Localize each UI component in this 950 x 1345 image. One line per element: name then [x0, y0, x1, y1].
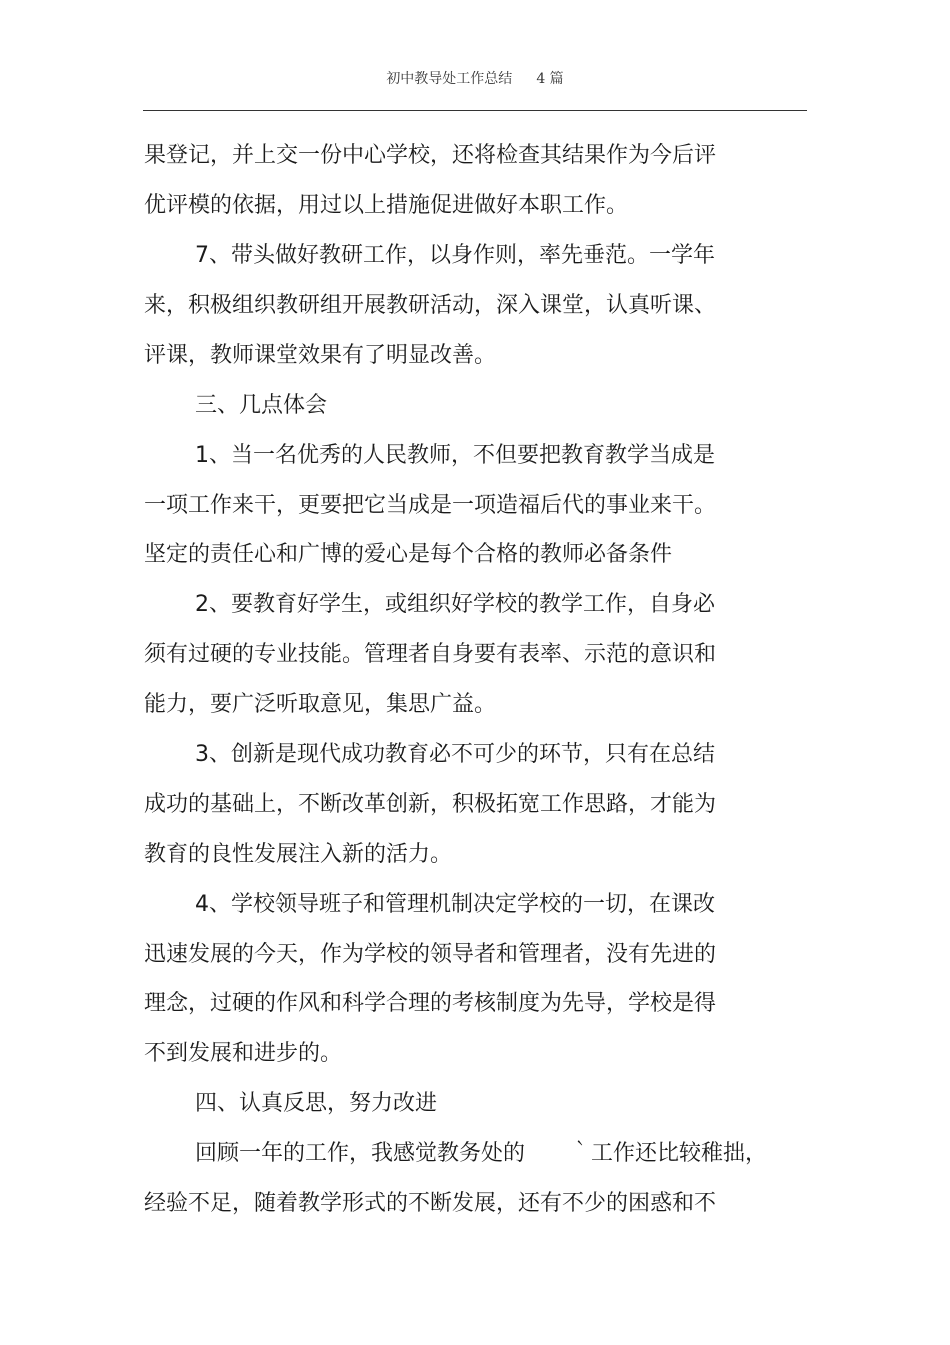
- section-heading: 三、几点体会: [195, 393, 328, 418]
- section-heading: 四、认真反思，努力改进: [195, 1091, 438, 1116]
- text-line: 1、当一名优秀的人民教师，不但要把教育教学当成是: [195, 443, 715, 468]
- text-line: 回顾一年的工作，我感觉教务处的 ｀工作还比较稚拙，: [195, 1141, 768, 1166]
- text-line: 不到发展和进步的。: [144, 1041, 343, 1066]
- text-line: 教育的良性发展注入新的活力。: [144, 842, 453, 867]
- text-line: 3、创新是现代成功教育必不可少的环节，只有在总结: [195, 742, 715, 767]
- text-line: 一项工作来干，更要把它当成是一项造福后代的事业来干。: [144, 493, 717, 518]
- header-suffix: 4 篇: [536, 71, 564, 87]
- text-line: 优评模的依据，用过以上措施促进做好本职工作。: [144, 193, 629, 218]
- text-line: 理念，过硬的作风和科学合理的考核制度为先导，学校是得: [144, 991, 717, 1016]
- text-line: 7、带头做好教研工作，以身作则，率先垂范。一学年: [195, 243, 715, 268]
- text-line: 4、学校领导班子和管理机制决定学校的一切，在课改: [195, 892, 715, 917]
- text-line: 经验不足，随着教学形式的不断发展，还有不少的困惑和不: [144, 1191, 717, 1216]
- text-line: 果登记，并上交一份中心学校，还将检查其结果作为今后评: [144, 143, 717, 168]
- text-line: 迅速发展的今天，作为学校的领导者和管理者，没有先进的: [144, 942, 717, 967]
- header-title: 初中教导处工作总结: [386, 71, 513, 87]
- text-line: 成功的基础上，不断改革创新，积极拓宽工作思路，才能为: [144, 792, 717, 817]
- text-line: 2、要教育好学生，或组织好学校的教学工作，自身必: [195, 592, 715, 617]
- text-line: 坚定的责任心和广博的爱心是每个合格的教师必备条件: [144, 542, 673, 567]
- text-line: 来，积极组织教研组开展教研活动，深入课堂，认真听课、: [144, 293, 717, 318]
- text-line: 须有过硬的专业技能。管理者自身要有表率、示范的意识和: [144, 642, 717, 667]
- text-line: 评课，教师课堂效果有了明显改善。: [144, 343, 497, 368]
- text-line: 能力，要广泛听取意见，集思广益。: [144, 692, 497, 717]
